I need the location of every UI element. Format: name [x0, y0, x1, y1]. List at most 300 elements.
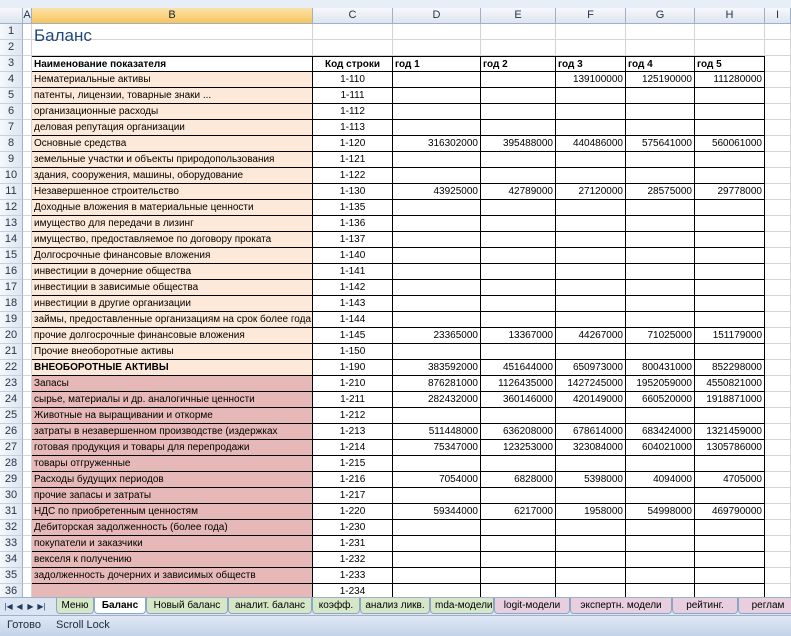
grid-cell[interactable]: [481, 24, 556, 40]
row-code-cell[interactable]: 1-233: [313, 568, 393, 584]
year-value-cell[interactable]: 683424000: [626, 424, 695, 440]
column-header-e[interactable]: E: [481, 8, 556, 24]
year-value-cell[interactable]: 420149000: [556, 392, 626, 408]
indicator-name-cell[interactable]: Дебиторская задолженность (более года): [32, 520, 313, 536]
row-header-7[interactable]: 7: [0, 120, 23, 136]
grid-cell[interactable]: [626, 40, 695, 56]
grid-cell[interactable]: [765, 104, 791, 120]
year-value-cell[interactable]: [695, 536, 765, 552]
year-value-cell[interactable]: [556, 552, 626, 568]
year-value-cell[interactable]: [393, 232, 481, 248]
year-value-cell[interactable]: [393, 264, 481, 280]
grid-cell[interactable]: [23, 536, 32, 552]
last-sheet-icon[interactable]: ▶|: [37, 602, 46, 611]
grid-cell[interactable]: [23, 184, 32, 200]
year-value-cell[interactable]: 123253000: [481, 440, 556, 456]
grid-cell[interactable]: [765, 24, 791, 40]
year-value-cell[interactable]: [556, 520, 626, 536]
column-header-g[interactable]: G: [626, 8, 695, 24]
grid-cell[interactable]: [23, 440, 32, 456]
grid-cell[interactable]: [765, 504, 791, 520]
year-value-cell[interactable]: [481, 344, 556, 360]
grid-cell[interactable]: [23, 264, 32, 280]
year-value-cell[interactable]: 6828000: [481, 472, 556, 488]
year-value-cell[interactable]: [626, 168, 695, 184]
column-header-c[interactable]: C: [313, 8, 393, 24]
row-header-22[interactable]: 22: [0, 360, 23, 376]
sheet-tab[interactable]: Новый баланс: [146, 598, 228, 614]
row-code-cell[interactable]: 1-122: [313, 168, 393, 184]
grid-cell[interactable]: [765, 520, 791, 536]
grid-cell[interactable]: [23, 72, 32, 88]
grid-cell[interactable]: [765, 88, 791, 104]
select-all-corner[interactable]: [0, 8, 23, 24]
year-value-cell[interactable]: 4094000: [626, 472, 695, 488]
grid-cell[interactable]: [23, 456, 32, 472]
year-value-cell[interactable]: [695, 88, 765, 104]
year-value-cell[interactable]: 282432000: [393, 392, 481, 408]
year-value-cell[interactable]: [481, 264, 556, 280]
sheet-tab[interactable]: рейтинг.: [672, 598, 738, 614]
year-value-cell[interactable]: 1918871000: [695, 392, 765, 408]
grid-cell[interactable]: [556, 40, 626, 56]
row-header-21[interactable]: 21: [0, 344, 23, 360]
year-value-cell[interactable]: [626, 152, 695, 168]
year-value-cell[interactable]: [695, 296, 765, 312]
grid-cell[interactable]: [23, 408, 32, 424]
year-value-cell[interactable]: [695, 408, 765, 424]
year-value-cell[interactable]: [556, 488, 626, 504]
indicator-name-cell[interactable]: земельные участки и объекты природопользования: [32, 152, 313, 168]
year-value-cell[interactable]: 42789000: [481, 184, 556, 200]
indicator-name-cell[interactable]: инвестиции в дочерние общества: [32, 264, 313, 280]
grid-cell[interactable]: [23, 296, 32, 312]
next-sheet-icon[interactable]: ▶: [27, 602, 34, 611]
indicator-name-cell[interactable]: Прочие внеоборотные активы: [32, 344, 313, 360]
spreadsheet-grid[interactable]: [0, 8, 791, 597]
row-code-cell[interactable]: 1-143: [313, 296, 393, 312]
grid-cell[interactable]: [765, 376, 791, 392]
year-value-cell[interactable]: [393, 584, 481, 597]
year-value-cell[interactable]: [556, 408, 626, 424]
year-value-cell[interactable]: [626, 232, 695, 248]
year-value-cell[interactable]: [393, 248, 481, 264]
row-code-cell[interactable]: 1-111: [313, 88, 393, 104]
year-value-cell[interactable]: [695, 152, 765, 168]
year-value-cell[interactable]: [695, 264, 765, 280]
row-code-cell[interactable]: 1-135: [313, 200, 393, 216]
row-header-15[interactable]: 15: [0, 248, 23, 264]
row-header-10[interactable]: 10: [0, 168, 23, 184]
row-header-26[interactable]: 26: [0, 424, 23, 440]
row-code-cell[interactable]: 1-136: [313, 216, 393, 232]
year-value-cell[interactable]: [695, 312, 765, 328]
table-header-cell[interactable]: Код строки: [313, 56, 393, 72]
indicator-name-cell[interactable]: организационные расходы: [32, 104, 313, 120]
indicator-name-cell[interactable]: Основные средства: [32, 136, 313, 152]
column-header-b[interactable]: B: [32, 8, 313, 24]
year-value-cell[interactable]: 660520000: [626, 392, 695, 408]
year-value-cell[interactable]: [556, 280, 626, 296]
row-code-cell[interactable]: 1-210: [313, 376, 393, 392]
grid-cell[interactable]: [765, 152, 791, 168]
indicator-name-cell[interactable]: Долгосрочные финансовые вложения: [32, 248, 313, 264]
year-value-cell[interactable]: [481, 168, 556, 184]
year-value-cell[interactable]: 27120000: [556, 184, 626, 200]
grid-cell[interactable]: [23, 24, 32, 40]
year-value-cell[interactable]: 575641000: [626, 136, 695, 152]
row-header-31[interactable]: 31: [0, 504, 23, 520]
year-value-cell[interactable]: [393, 456, 481, 472]
year-value-cell[interactable]: [556, 216, 626, 232]
year-value-cell[interactable]: [556, 584, 626, 597]
row-header-8[interactable]: 8: [0, 136, 23, 152]
grid-cell[interactable]: [765, 200, 791, 216]
grid-cell[interactable]: [765, 168, 791, 184]
grid-cell[interactable]: [23, 488, 32, 504]
row-code-cell[interactable]: 1-231: [313, 536, 393, 552]
year-value-cell[interactable]: [626, 568, 695, 584]
year-value-cell[interactable]: [556, 312, 626, 328]
year-value-cell[interactable]: [626, 344, 695, 360]
indicator-name-cell[interactable]: деловая репутация организации: [32, 120, 313, 136]
year-value-cell[interactable]: 360146000: [481, 392, 556, 408]
row-code-cell[interactable]: 1-141: [313, 264, 393, 280]
year-value-cell[interactable]: [626, 216, 695, 232]
row-header-6[interactable]: 6: [0, 104, 23, 120]
grid-cell[interactable]: [765, 328, 791, 344]
grid-cell[interactable]: [23, 280, 32, 296]
grid-cell[interactable]: [765, 344, 791, 360]
grid-cell[interactable]: [23, 504, 32, 520]
row-header-17[interactable]: 17: [0, 280, 23, 296]
grid-cell[interactable]: [23, 568, 32, 584]
row-header-18[interactable]: 18: [0, 296, 23, 312]
row-header-13[interactable]: 13: [0, 216, 23, 232]
year-value-cell[interactable]: [393, 568, 481, 584]
year-value-cell[interactable]: [556, 104, 626, 120]
grid-cell[interactable]: [765, 296, 791, 312]
grid-cell[interactable]: [23, 152, 32, 168]
indicator-name-cell[interactable]: Незавершенное строительство: [32, 184, 313, 200]
row-header-19[interactable]: 19: [0, 312, 23, 328]
grid-cell[interactable]: [765, 488, 791, 504]
year-value-cell[interactable]: [626, 296, 695, 312]
row-code-cell[interactable]: 1-230: [313, 520, 393, 536]
year-value-cell[interactable]: 4550821000: [695, 376, 765, 392]
year-value-cell[interactable]: [695, 248, 765, 264]
row-header-32[interactable]: 32: [0, 520, 23, 536]
year-value-cell[interactable]: [393, 200, 481, 216]
year-value-cell[interactable]: [481, 216, 556, 232]
row-header-25[interactable]: 25: [0, 408, 23, 424]
row-header-16[interactable]: 16: [0, 264, 23, 280]
row-code-cell[interactable]: 1-214: [313, 440, 393, 456]
year-value-cell[interactable]: [393, 280, 481, 296]
column-header-d[interactable]: D: [393, 8, 481, 24]
year-value-cell[interactable]: 1958000: [556, 504, 626, 520]
year-value-cell[interactable]: [556, 296, 626, 312]
row-code-cell[interactable]: 1-212: [313, 408, 393, 424]
row-header-20[interactable]: 20: [0, 328, 23, 344]
grid-cell[interactable]: [765, 584, 791, 597]
year-value-cell[interactable]: [695, 344, 765, 360]
year-value-cell[interactable]: [481, 296, 556, 312]
indicator-name-cell[interactable]: Животные на выращивании и откорме: [32, 408, 313, 424]
table-header-cell[interactable]: год 2: [481, 56, 556, 72]
grid-cell[interactable]: [23, 552, 32, 568]
row-code-cell[interactable]: 1-120: [313, 136, 393, 152]
year-value-cell[interactable]: 1305786000: [695, 440, 765, 456]
year-value-cell[interactable]: [481, 248, 556, 264]
indicator-name-cell[interactable]: сырье, материалы и др. аналогичные ценности: [32, 392, 313, 408]
year-value-cell[interactable]: [695, 280, 765, 296]
year-value-cell[interactable]: [481, 488, 556, 504]
row-header-35[interactable]: 35: [0, 568, 23, 584]
row-code-cell[interactable]: 1-140: [313, 248, 393, 264]
year-value-cell[interactable]: 451644000: [481, 360, 556, 376]
row-code-cell[interactable]: 1-130: [313, 184, 393, 200]
indicator-name-cell[interactable]: инвестиции в другие организации: [32, 296, 313, 312]
year-value-cell[interactable]: 5398000: [556, 472, 626, 488]
grid-cell[interactable]: [23, 392, 32, 408]
indicator-name-cell[interactable]: готовая продукция и товары для перепродажи: [32, 440, 313, 456]
column-header-i[interactable]: I: [765, 8, 791, 24]
year-value-cell[interactable]: 1321459000: [695, 424, 765, 440]
indicator-name-cell[interactable]: ВНЕОБОРОТНЫЕ АКТИВЫ: [32, 360, 313, 376]
row-code-cell[interactable]: 1-190: [313, 360, 393, 376]
year-value-cell[interactable]: [481, 232, 556, 248]
year-value-cell[interactable]: [481, 536, 556, 552]
row-header-23[interactable]: 23: [0, 376, 23, 392]
year-value-cell[interactable]: 75347000: [393, 440, 481, 456]
year-value-cell[interactable]: [481, 120, 556, 136]
indicator-name-cell[interactable]: инвестиции в зависимые общества: [32, 280, 313, 296]
row-header-14[interactable]: 14: [0, 232, 23, 248]
indicator-name-cell[interactable]: товары отгруженные: [32, 456, 313, 472]
year-value-cell[interactable]: 876281000: [393, 376, 481, 392]
year-value-cell[interactable]: [626, 520, 695, 536]
grid-cell[interactable]: [765, 280, 791, 296]
year-value-cell[interactable]: [556, 88, 626, 104]
year-value-cell[interactable]: [695, 488, 765, 504]
grid-cell[interactable]: [23, 232, 32, 248]
year-value-cell[interactable]: [626, 536, 695, 552]
grid-cell[interactable]: [765, 552, 791, 568]
indicator-name-cell[interactable]: патенты, лицензии, товарные знаки ...: [32, 88, 313, 104]
year-value-cell[interactable]: [626, 280, 695, 296]
grid-cell[interactable]: [23, 136, 32, 152]
year-value-cell[interactable]: [695, 568, 765, 584]
grid-cell[interactable]: [765, 264, 791, 280]
grid-cell[interactable]: [765, 536, 791, 552]
grid-cell[interactable]: [765, 232, 791, 248]
year-value-cell[interactable]: 511448000: [393, 424, 481, 440]
year-value-cell[interactable]: 44267000: [556, 328, 626, 344]
year-value-cell[interactable]: [556, 200, 626, 216]
year-value-cell[interactable]: [393, 520, 481, 536]
sheet-tab[interactable]: mda-модели: [430, 598, 494, 614]
year-value-cell[interactable]: 560061000: [695, 136, 765, 152]
column-header-f[interactable]: F: [556, 8, 626, 24]
year-value-cell[interactable]: 71025000: [626, 328, 695, 344]
row-header-3[interactable]: 3: [0, 56, 23, 72]
year-value-cell[interactable]: 151179000: [695, 328, 765, 344]
year-value-cell[interactable]: [481, 152, 556, 168]
indicator-name-cell[interactable]: имущество для передачи в лизинг: [32, 216, 313, 232]
indicator-name-cell[interactable]: Запасы: [32, 376, 313, 392]
year-value-cell[interactable]: [626, 248, 695, 264]
row-code-cell[interactable]: 1-211: [313, 392, 393, 408]
indicator-name-cell[interactable]: векселя к получению: [32, 552, 313, 568]
sheet-tab[interactable]: Меню: [56, 598, 94, 614]
year-value-cell[interactable]: 29778000: [695, 184, 765, 200]
year-value-cell[interactable]: [695, 104, 765, 120]
grid-cell[interactable]: [23, 248, 32, 264]
year-value-cell[interactable]: [626, 88, 695, 104]
year-value-cell[interactable]: 440486000: [556, 136, 626, 152]
year-value-cell[interactable]: [556, 248, 626, 264]
year-value-cell[interactable]: [556, 568, 626, 584]
year-value-cell[interactable]: [393, 168, 481, 184]
year-value-cell[interactable]: [556, 536, 626, 552]
sheet-tab[interactable]: аналит. баланс: [228, 598, 312, 614]
column-header-h[interactable]: H: [695, 8, 765, 24]
row-header-34[interactable]: 34: [0, 552, 23, 568]
year-value-cell[interactable]: 43925000: [393, 184, 481, 200]
grid-cell[interactable]: [23, 168, 32, 184]
year-value-cell[interactable]: [481, 408, 556, 424]
grid-cell[interactable]: [23, 328, 32, 344]
row-header-11[interactable]: 11: [0, 184, 23, 200]
year-value-cell[interactable]: [481, 104, 556, 120]
table-header-cell[interactable]: год 1: [393, 56, 481, 72]
grid-cell[interactable]: [313, 40, 393, 56]
row-header-2[interactable]: 2: [0, 40, 23, 56]
year-value-cell[interactable]: 395488000: [481, 136, 556, 152]
year-value-cell[interactable]: [556, 120, 626, 136]
year-value-cell[interactable]: 1952059000: [626, 376, 695, 392]
row-code-cell[interactable]: 1-217: [313, 488, 393, 504]
year-value-cell[interactable]: [695, 584, 765, 597]
grid-cell[interactable]: [23, 104, 32, 120]
row-header-9[interactable]: 9: [0, 152, 23, 168]
grid-cell[interactable]: [481, 40, 556, 56]
grid-cell[interactable]: [765, 568, 791, 584]
year-value-cell[interactable]: 1427245000: [556, 376, 626, 392]
year-value-cell[interactable]: [481, 456, 556, 472]
year-value-cell[interactable]: [481, 568, 556, 584]
sheet-tab[interactable]: logit-модели: [494, 598, 570, 614]
year-value-cell[interactable]: [481, 312, 556, 328]
year-value-cell[interactable]: [556, 456, 626, 472]
year-value-cell[interactable]: 800431000: [626, 360, 695, 376]
indicator-name-cell[interactable]: прочие запасы и затраты: [32, 488, 313, 504]
row-header-12[interactable]: 12: [0, 200, 23, 216]
grid-cell[interactable]: [695, 24, 765, 40]
row-header-5[interactable]: 5: [0, 88, 23, 104]
year-value-cell[interactable]: [393, 296, 481, 312]
year-value-cell[interactable]: 59344000: [393, 504, 481, 520]
grid-cell[interactable]: [695, 40, 765, 56]
year-value-cell[interactable]: 604021000: [626, 440, 695, 456]
row-code-cell[interactable]: 1-216: [313, 472, 393, 488]
indicator-name-cell[interactable]: затраты в незавершенном производстве (издержках: [32, 424, 313, 440]
year-value-cell[interactable]: 678614000: [556, 424, 626, 440]
year-value-cell[interactable]: [393, 104, 481, 120]
row-code-cell[interactable]: 1-112: [313, 104, 393, 120]
grid-cell[interactable]: [765, 424, 791, 440]
row-code-cell[interactable]: 1-137: [313, 232, 393, 248]
year-value-cell[interactable]: 383592000: [393, 360, 481, 376]
year-value-cell[interactable]: 6217000: [481, 504, 556, 520]
table-header-cell[interactable]: год 3: [556, 56, 626, 72]
year-value-cell[interactable]: [393, 216, 481, 232]
year-value-cell[interactable]: [481, 200, 556, 216]
grid-cell[interactable]: [556, 24, 626, 40]
year-value-cell[interactable]: 139100000: [556, 72, 626, 88]
year-value-cell[interactable]: [481, 584, 556, 597]
grid-cell[interactable]: [23, 376, 32, 392]
year-value-cell[interactable]: [626, 488, 695, 504]
year-value-cell[interactable]: [626, 408, 695, 424]
grid-cell[interactable]: [765, 408, 791, 424]
grid-cell[interactable]: [765, 120, 791, 136]
row-code-cell[interactable]: 1-220: [313, 504, 393, 520]
grid-cell[interactable]: [23, 472, 32, 488]
row-code-cell[interactable]: 1-232: [313, 552, 393, 568]
year-value-cell[interactable]: [556, 264, 626, 280]
year-value-cell[interactable]: [393, 344, 481, 360]
grid-cell[interactable]: [23, 520, 32, 536]
grid-cell[interactable]: [23, 312, 32, 328]
grid-cell[interactable]: [765, 392, 791, 408]
year-value-cell[interactable]: [626, 104, 695, 120]
year-value-cell[interactable]: [481, 72, 556, 88]
year-value-cell[interactable]: [695, 168, 765, 184]
row-code-cell[interactable]: 1-121: [313, 152, 393, 168]
grid-cell[interactable]: [765, 136, 791, 152]
year-value-cell[interactable]: 23365000: [393, 328, 481, 344]
year-value-cell[interactable]: [481, 280, 556, 296]
grid-cell[interactable]: [765, 184, 791, 200]
row-header-1[interactable]: 1: [0, 24, 23, 40]
year-value-cell[interactable]: [695, 232, 765, 248]
year-value-cell[interactable]: 54998000: [626, 504, 695, 520]
year-value-cell[interactable]: [393, 488, 481, 504]
grid-cell[interactable]: [765, 248, 791, 264]
row-header-36[interactable]: 36: [0, 584, 23, 597]
indicator-name-cell[interactable]: Нематериальные активы: [32, 72, 313, 88]
table-header-cell[interactable]: Наименование показателя: [32, 56, 313, 72]
row-header-29[interactable]: 29: [0, 472, 23, 488]
grid-cell[interactable]: [313, 24, 393, 40]
prev-sheet-icon[interactable]: ◀: [16, 602, 23, 611]
row-code-cell[interactable]: 1-110: [313, 72, 393, 88]
year-value-cell[interactable]: 125190000: [626, 72, 695, 88]
year-value-cell[interactable]: [626, 456, 695, 472]
sheet-tab[interactable]: Баланс: [94, 598, 146, 614]
indicator-name-cell[interactable]: Расходы будущих периодов: [32, 472, 313, 488]
year-value-cell[interactable]: [695, 120, 765, 136]
row-header-24[interactable]: 24: [0, 392, 23, 408]
year-value-cell[interactable]: 650973000: [556, 360, 626, 376]
year-value-cell[interactable]: [626, 312, 695, 328]
row-code-cell[interactable]: 1-213: [313, 424, 393, 440]
grid-cell[interactable]: [626, 24, 695, 40]
row-code-cell[interactable]: 1-234: [313, 584, 393, 597]
indicator-name-cell[interactable]: НДС по приобретенным ценностям: [32, 504, 313, 520]
